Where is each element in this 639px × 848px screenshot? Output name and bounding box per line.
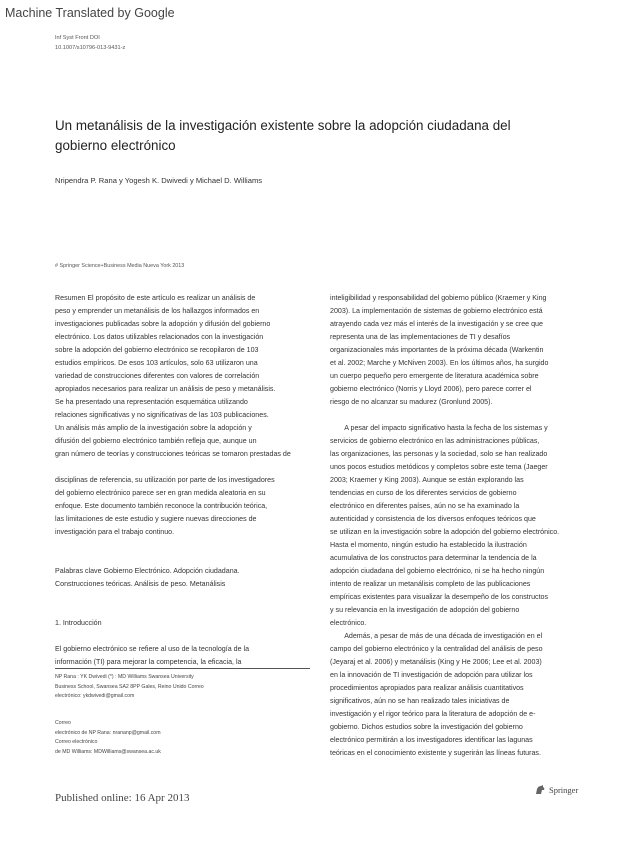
authors: Nripendra P. Rana y Yogesh K. Dwivedi y Michael D. Williams [55, 176, 263, 185]
text-line: electrónico. [330, 619, 367, 627]
footnote-line: de MD Williams: MDWilliams@swansea.ac.uk [55, 748, 161, 755]
text-line: A pesar del impacto significativo hasta la fecha de los sistemas y [330, 424, 548, 432]
left-column [55, 292, 327, 669]
text-line: inteligibilidad y responsabilidad del gobierno público (Kraemer y King [330, 294, 547, 302]
text-line: gobierno electrónico (Norris y Lloyd 2006), pero parece correr el [330, 385, 532, 393]
journal-reference: Inf Syst Front DOI [55, 35, 100, 41]
text-line: 1. Introducción [55, 619, 102, 627]
footnote-line: electrónico: ykdwivedi@gmail.com [55, 693, 135, 699]
line-gap [330, 409, 592, 422]
doi: 10.1007/s10796-013-9431-z [55, 45, 126, 51]
text-line: y su relevancia en la investigación de adopción del gobierno [330, 606, 520, 614]
text-line: difusión del gobierno electrónico también refleja que, aunque un [55, 437, 257, 445]
text-line: intento de realizar un metanálisis completo de las publicaciones [330, 580, 531, 588]
paper-title: Un metanálisis de la investigación existente sobre la adopción ciudadana del gobierno electrónico [55, 118, 511, 153]
text-line: organizacionales más importantes de la próxima década (Warkentin [330, 346, 544, 354]
text-line: se utilizan en la investigación sobre la adopción del gobierno electrónico. [330, 528, 560, 536]
footnote-line: Correo [55, 720, 71, 726]
footnote-line: Business School, Swansea SA2 8PP Gales, Reino Unido Correo [55, 683, 204, 690]
text-line: campo del gobierno electrónico y la centralidad del análisis de peso [330, 645, 543, 653]
text-line: empíricas existentes para visualizar la desempeño de los constructos [330, 593, 549, 601]
right-column [330, 292, 592, 760]
line-gap [55, 604, 327, 617]
text-line: teóricas en el conocimiento existente y sugerirán las líneas futuras. [330, 749, 541, 757]
text-line: información (TI) para mejorar la competencia, la eficacia, la [55, 658, 242, 666]
text-line: enfoque. Este documento también reconoce la contribución teórica, [55, 502, 268, 510]
text-line: El gobierno electrónico se refiere al uso de la tecnología de la [55, 645, 250, 653]
author-affiliation-footnote [55, 673, 315, 702]
text-line: electrónico en diferentes países, aún no se ha examinado la [330, 502, 520, 510]
text-line: gran número de teorías y construcciones teóricas se tomaron prestadas de [55, 450, 291, 458]
author-email-footnote [55, 719, 315, 757]
footnote-line: Correo electrónico [55, 739, 98, 745]
text-line: Se ha presentado una representación esquemática utilizando [55, 398, 248, 406]
text-line: gobierno. Dichos estudios sobre la investigación del gobierno [330, 723, 523, 731]
text-line: peso y emprender un metanálisis de los hallazgos informados en [55, 307, 260, 315]
text-line: significativos, aún no se han realizado tales iniciativas de [330, 697, 510, 705]
footnote-line: electrónico de NP Rana: nrananp@gmail.com [55, 729, 161, 736]
footnote-divider [55, 668, 310, 669]
springer-horse-icon [534, 784, 546, 796]
text-line: servicios de gobierno electrónico en las administraciones públicas, [330, 437, 540, 445]
copyright-line: # Springer Science+Business Media Nueva York 2013 [55, 263, 185, 269]
machine-translation-banner: Machine Translated by Google [5, 6, 175, 20]
text-line: apropiados necesarios para realizar un análisis de peso y metanálisis. [55, 385, 276, 393]
text-line: investigación y el rigor teórico para la literatura de adopción de e- [330, 710, 536, 718]
text-line: Palabras clave Gobierno Electrónico. Adopción ciudadana. [55, 567, 240, 575]
footnote-line: NP Rana : YK Dwivedi (*) : MD Williams Swansea University [55, 674, 194, 680]
text-line: unos pocos estudios metódicos y completos sobre este tema (Jaeger [330, 463, 548, 471]
text-line: Construcciones teóricas. Análisis de peso. Metanálisis [55, 580, 226, 588]
text-line: adopción ciudadana del gobierno electrónico, ni se ha hecho ningún [330, 567, 545, 575]
text-line: estudios empíricos. De esos 103 artículos, solo 63 utilizaron una [55, 359, 258, 367]
line-gap [55, 552, 327, 565]
text-line: et al. 2002; Marche y McNiven 2003). En los últimos años, ha surgido [330, 359, 549, 367]
text-line: (Jeyaraj et al. 2006) y metanálisis (King y He 2006; Lee et al. 2003) [330, 658, 542, 666]
text-line: atrayendo cada vez más el interés de la investigación y se cree que [330, 320, 543, 328]
text-line: electrónico. Los datos utilizables relacionados con la investigación [55, 333, 264, 341]
text-line: 2003). La implementación de sistemas de gobierno electrónico está [330, 307, 543, 315]
text-line: Además, a pesar de más de una década de investigación en el [330, 632, 543, 640]
text-line: relaciones significativas y no significativas de las 103 publicaciones. [55, 411, 269, 419]
text-line: en la innovación de TI investigación de adopción para utilizar los [330, 671, 533, 679]
text-line: sobre la adopción del gobierno electrónico se recopilaron de 103 [55, 346, 259, 354]
text-line: las limitaciones de este estudio y sugiere nuevas direcciones de [55, 515, 257, 523]
text-line: las organizaciones, las personas y la sociedad, solo se han realizado [330, 450, 548, 458]
text-line: variedad de construcciones diferentes con valores de correlación [55, 372, 260, 380]
text-line: autenticidad y consistencia de los diversos enfoques teóricos que [330, 515, 536, 523]
text-line: Hasta el momento, ningún estudio ha establecido la ilustración [330, 541, 527, 549]
text-line: representa una de las implementaciones de TI y desafíos [330, 333, 511, 341]
text-line: investigación para el trabajo continuo. [55, 528, 175, 536]
text-line: Un análisis más amplio de la investigación sobre la adopción y [55, 424, 252, 432]
text-line: riesgo de no alcanzar su madurez (Gronlund 2005). [330, 398, 493, 406]
text-line: procedimientos apropiados para realizar análisis cuantitativos [330, 684, 524, 692]
line-gap [55, 539, 327, 552]
text-line: del gobierno electrónico parece ser en gran medida aleatoria en su [55, 489, 266, 497]
publisher-logo [534, 784, 578, 796]
text-line: investigaciones publicadas sobre la adopción y difusión del gobierno [55, 320, 271, 328]
publisher-name: Springer [549, 785, 579, 795]
text-line: electrónico permitirán a los investigadores identificar las lagunas [330, 736, 533, 744]
text-line: acumulativa de los constructos para determinar la tendencia de la [330, 554, 537, 562]
text-line: 2003; Kraemer y King 2003). Aunque se están explorando las [330, 476, 524, 484]
text-line: disciplinas de referencia, su utilización por parte de los investigadores [55, 476, 275, 484]
line-gap [55, 461, 327, 474]
text-line: un cuerpo pequeño pero emergente de literatura académica sobre [330, 372, 539, 380]
text-line: tendencias en curso de los diferentes servicios de gobierno [330, 489, 517, 497]
line-gap [55, 630, 327, 643]
text-line: Resumen El propósito de este artículo es realizar un análisis de [55, 294, 256, 302]
published-date: Published online: 16 Apr 2013 [55, 792, 190, 804]
line-gap [55, 591, 327, 604]
